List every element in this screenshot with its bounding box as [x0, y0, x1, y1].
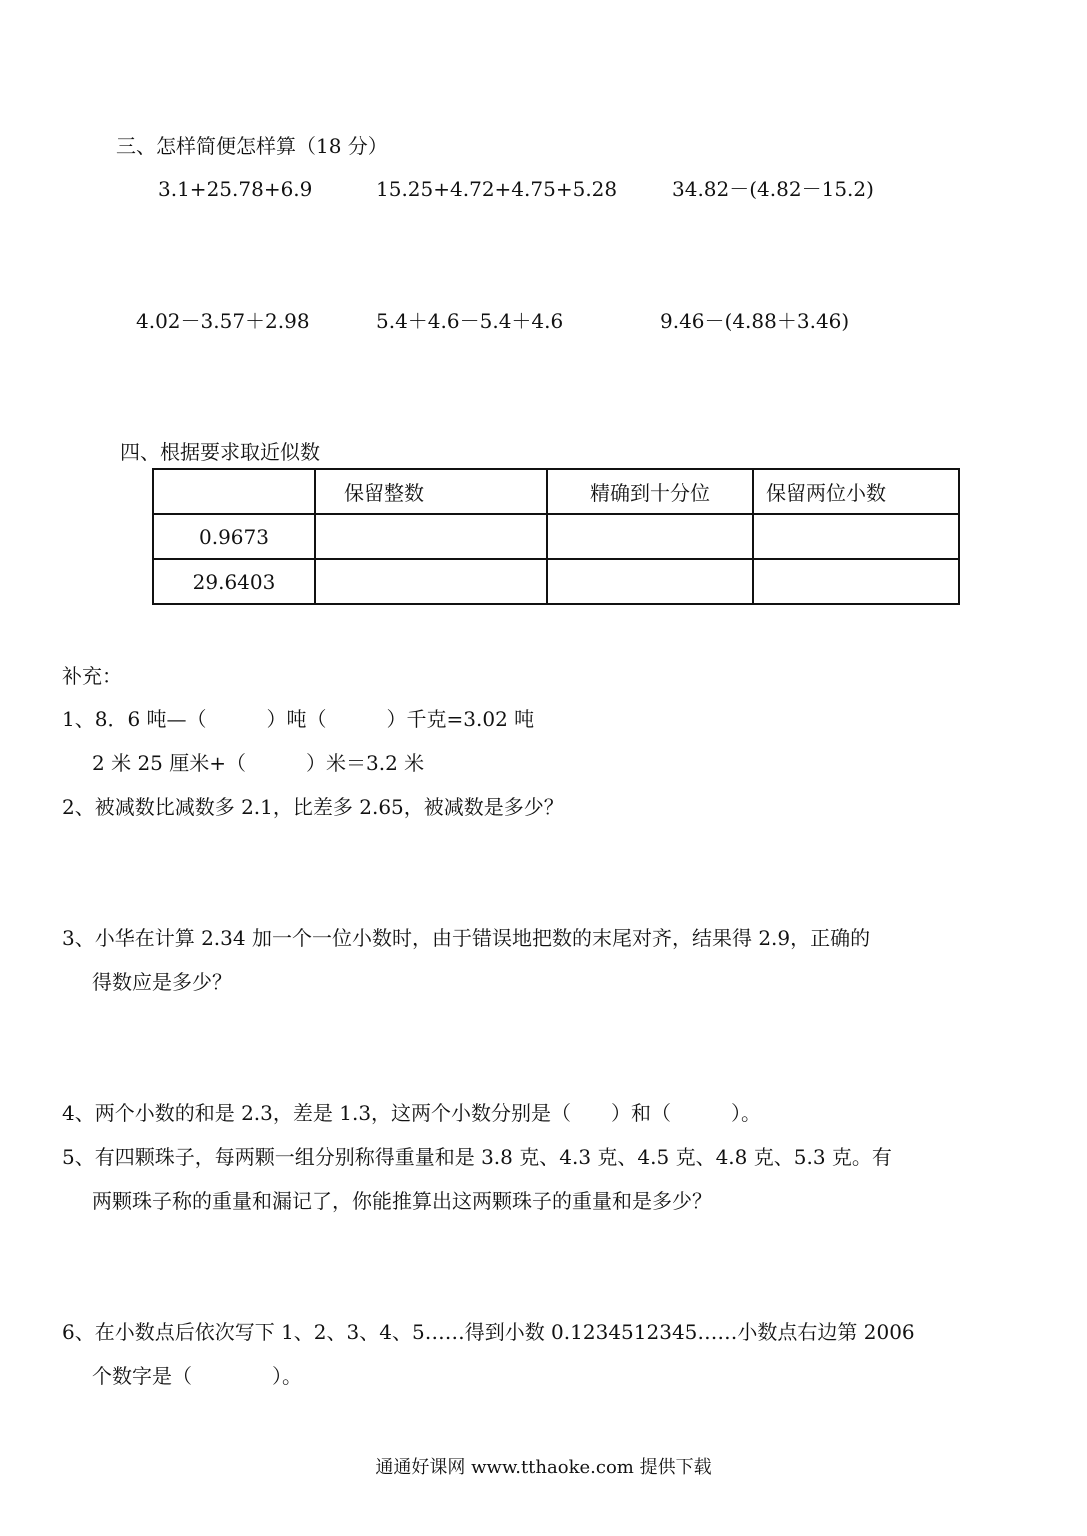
question-3-line-1: 3、小华在计算 2.34 加一个一位小数时，由于错误地把数的末尾对齐，结果得 2.9，正确的	[62, 926, 871, 950]
section3-title: 三、怎样简便怎样算（18 分）	[116, 134, 388, 158]
section4-title: 四、根据要求取近似数	[120, 440, 320, 464]
question-6-line-2: 个数字是（ ）。	[92, 1364, 302, 1388]
question-2: 2、被减数比减数多 2.1，比差多 2.65，被减数是多少？	[62, 795, 564, 819]
question-1-line-1: 1、8．6 吨—（ ）吨（ ）千克=3.02 吨	[62, 707, 535, 731]
question-5-line-2: 两颗珠子称的重量和漏记了，你能推算出这两颗珠子的重量和是多少？	[92, 1189, 712, 1213]
header-cell-hundredths: 保留两位小数	[753, 469, 959, 514]
question-1-line-2: 2 米 25 厘米+（ ）米＝3.2 米	[92, 751, 425, 775]
table-cell-answer[interactable]	[753, 559, 959, 604]
expression-6: 9.46－(4.88＋3.46)	[660, 309, 850, 333]
table-row	[153, 514, 959, 559]
page-footer: 通通好课网 www.tthaoke.com 提供下载	[375, 1457, 712, 1478]
table-cell-number: 29.6403	[153, 559, 315, 604]
question-3-line-2: 得数应是多少？	[92, 970, 232, 994]
supplement-title: 补充：	[62, 664, 122, 688]
expression-3: 34.82－(4.82－15.2)	[672, 177, 874, 201]
question-4: 4、两个小数的和是 2.3，差是 1.3，这两个小数分别是（ ）和（ ）。	[62, 1101, 762, 1125]
table-row	[153, 559, 959, 604]
header-cell-blank	[153, 469, 315, 514]
table-cell-answer[interactable]	[547, 514, 753, 559]
expression-2: 15.25+4.72+4.75+5.28	[376, 177, 618, 201]
question-6-line-1: 6、在小数点后依次写下 1、2、3、4、5……得到小数 0.1234512345……小数点右边第 2006	[62, 1320, 915, 1344]
expression-4: 4.02－3.57＋2.98	[136, 309, 310, 333]
approximation-table	[152, 468, 960, 605]
header-cell-integer: 保留整数	[315, 469, 547, 514]
table-cell-number: 0.9673	[153, 514, 315, 559]
table-cell-answer[interactable]	[547, 559, 753, 604]
table-cell-answer[interactable]	[753, 514, 959, 559]
question-5-line-1: 5、有四颗珠子，每两颗一组分别称得重量和是 3.8 克、4.3 克、4.5 克、4.8 克、5.3 克。有	[62, 1145, 892, 1169]
expression-5: 5.4＋4.6－5.4＋4.6	[376, 309, 564, 333]
table-cell-answer[interactable]	[315, 514, 547, 559]
table-header-row	[153, 469, 959, 514]
expression-1: 3.1+25.78+6.9	[158, 177, 313, 201]
table-cell-answer[interactable]	[315, 559, 547, 604]
header-cell-tenths: 精确到十分位	[547, 469, 753, 514]
